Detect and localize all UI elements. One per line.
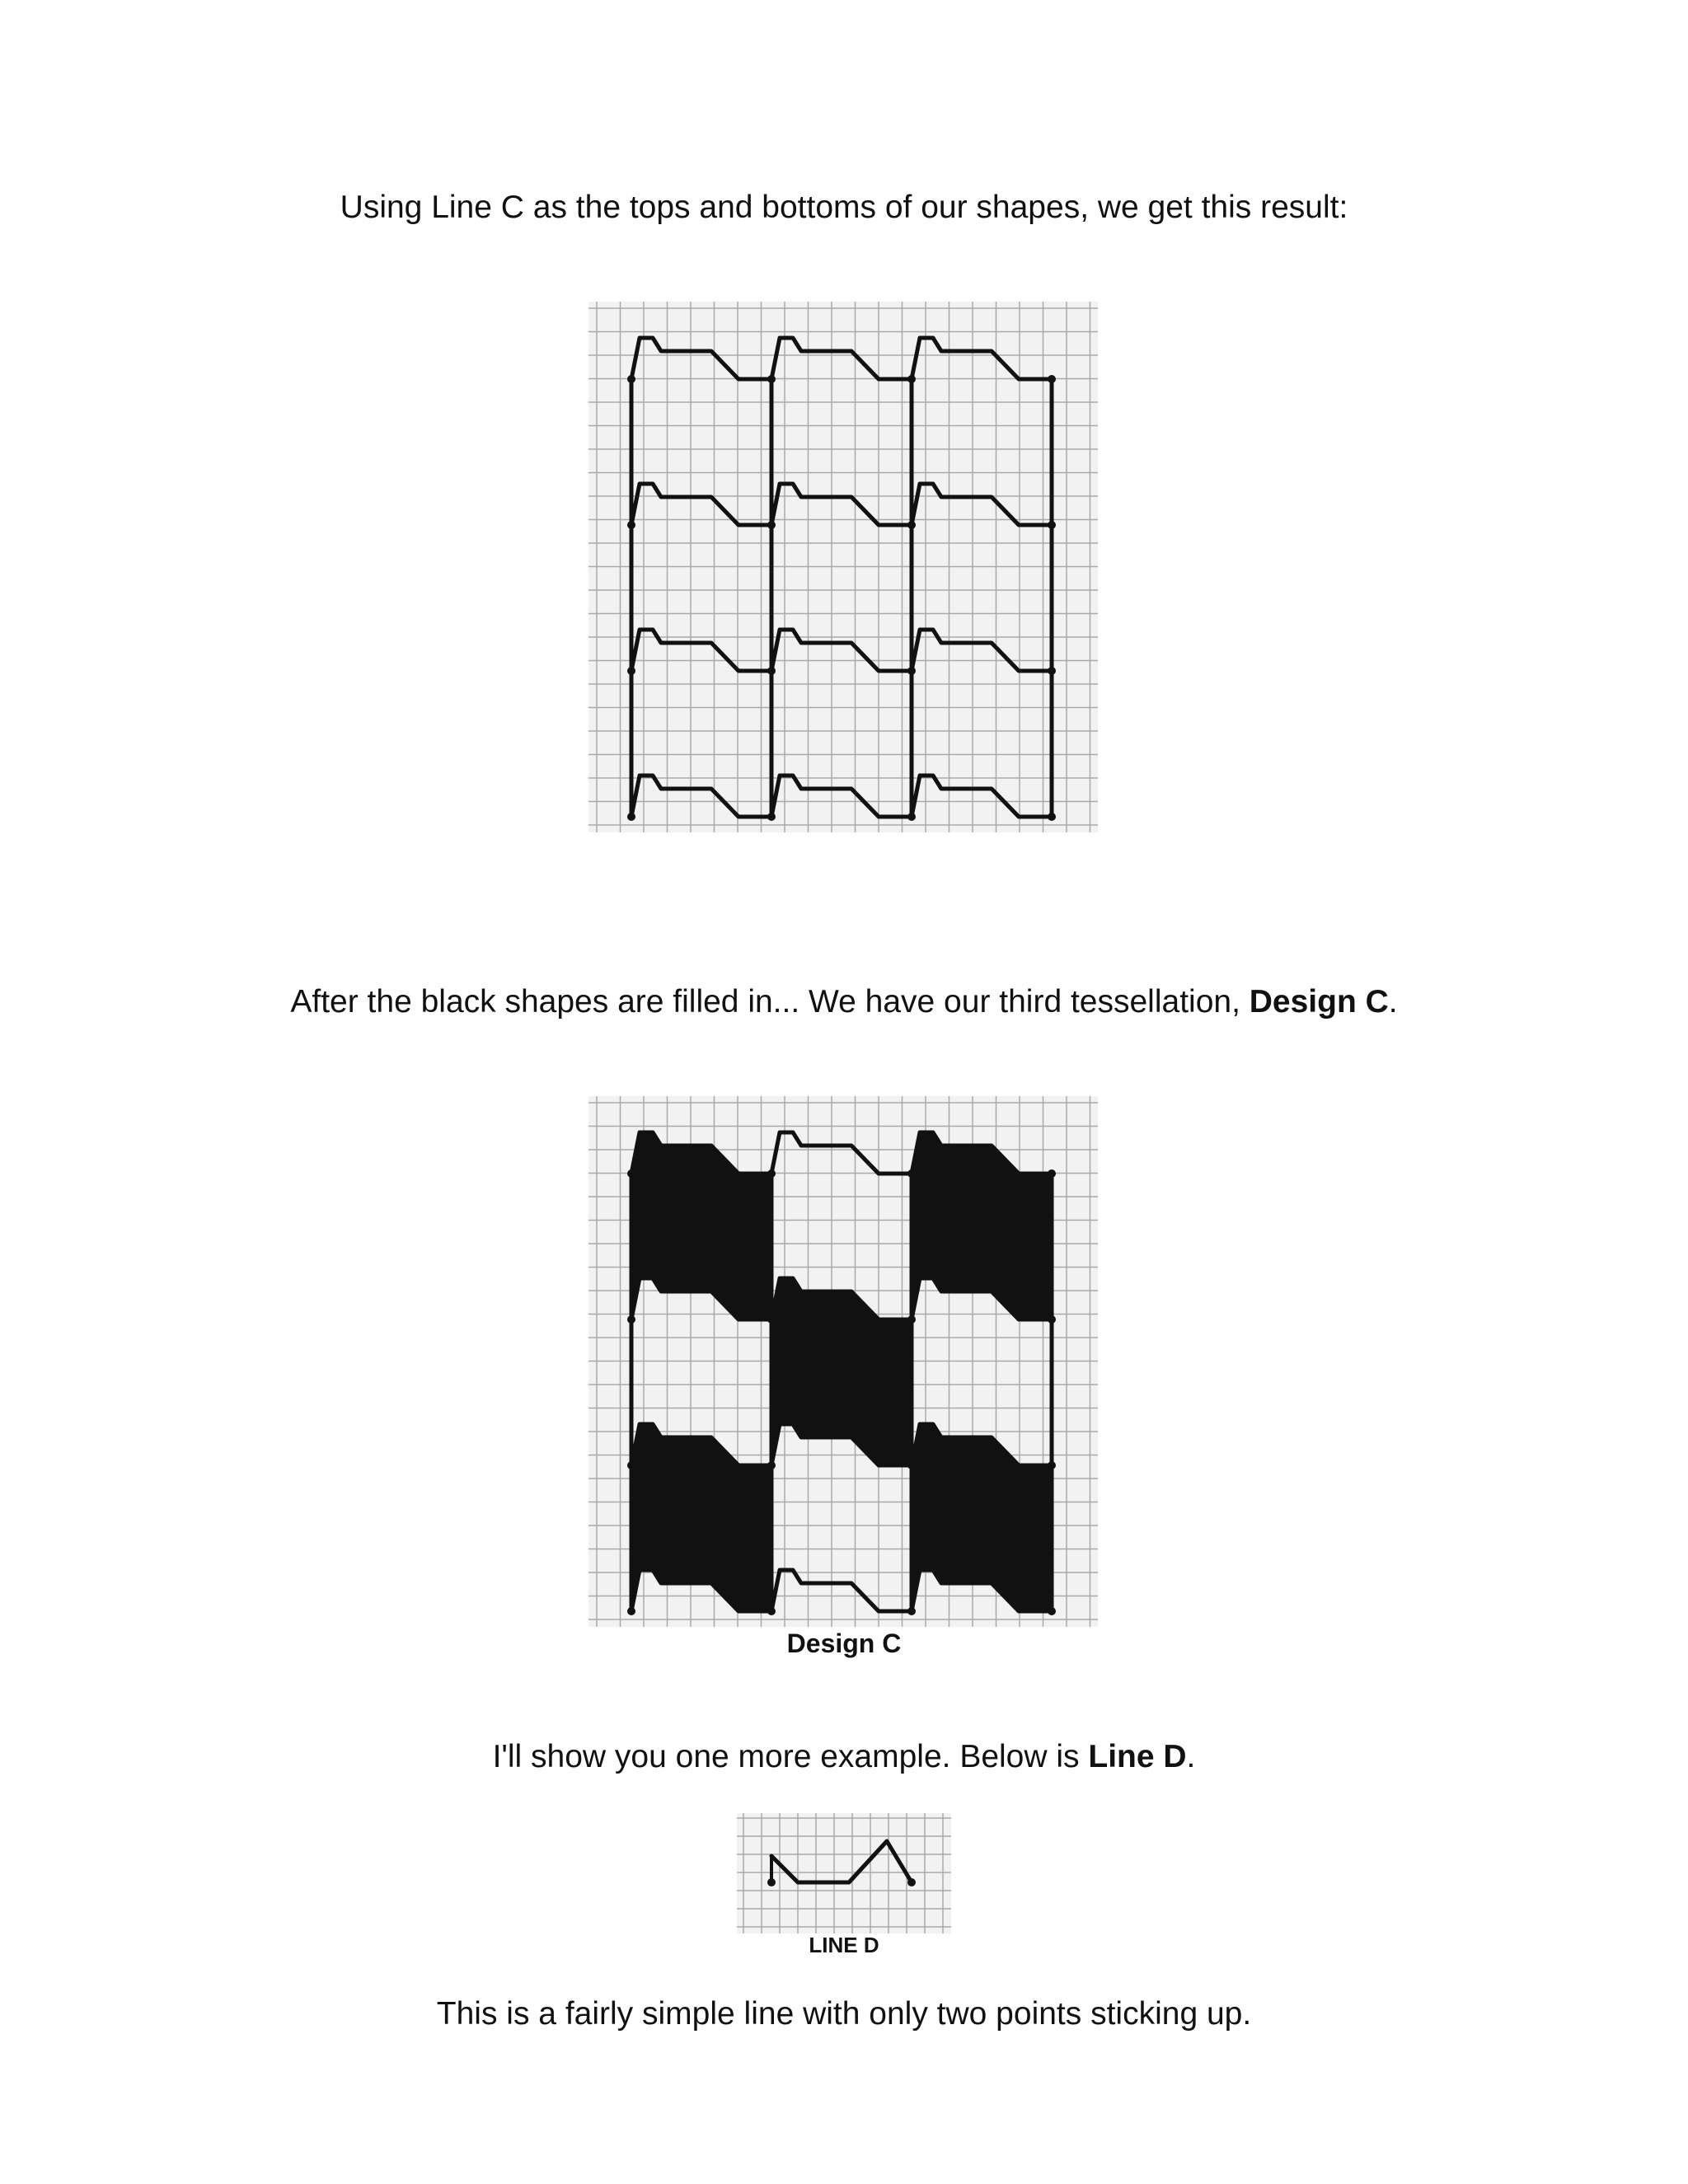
vertex-dot [767,1169,776,1178]
vertex-dot [767,375,776,383]
figure-line-d [737,1813,951,1933]
vertex-dot [907,1169,916,1178]
vertex-dot [627,1461,635,1469]
vertex-dot [1048,813,1056,821]
graph-paper-background [737,1813,951,1933]
vertex-dot [767,813,776,821]
vertex-dot [767,1607,776,1615]
line-d-endpoint-dot [907,1878,916,1886]
vertex-dot [767,521,776,529]
vertex-dot [767,1315,776,1324]
vertex-dot [1048,1607,1056,1615]
vertex-dot [627,813,635,821]
vertex-dot [627,521,635,529]
vertex-dot [1048,1169,1056,1178]
vertex-dot [627,667,635,675]
figure-design-c [588,1096,1098,1627]
paragraph-design-c-intro: After the black shapes are filled in... We have our third tessellation, Design C. [290,984,1398,1019]
vertex-dot [627,1169,635,1178]
vertex-dot [907,667,916,675]
vertex-dot [1048,375,1056,383]
vertex-dot [1048,667,1056,675]
vertex-dot [627,1315,635,1324]
vertex-dot [907,375,916,383]
vertex-dot [907,521,916,529]
vertex-dot [627,375,635,383]
line-d-endpoint-dot [767,1878,776,1886]
vertex-dot [1048,521,1056,529]
line-d-image [737,1813,951,1933]
paragraph-line-d-description: This is a fairly simple line with only two points sticking up. [436,1996,1252,2032]
figure-line-c-grid [588,302,1098,832]
vertex-dot [767,667,776,675]
vertex-dot [1048,1315,1056,1324]
vertex-dot [907,813,916,821]
line-c-tessellation-outline-image [588,302,1098,832]
design-c-caption: Design C [786,1629,902,1658]
vertex-dot [627,1607,635,1615]
paragraph-line-d-intro: I'll show you one more example. Below is Line D. [492,1739,1196,1774]
vertex-dot [907,1607,916,1615]
line-d-caption: LINE D [809,1933,879,1957]
vertex-dot [1048,1461,1056,1469]
vertex-dot [907,1461,916,1469]
paragraph-line-c-result: Using Line C as the tops and bottoms of our shapes, we get this result: [340,190,1348,225]
line-d-emphasis: Line D [1088,1739,1187,1774]
design-c-tessellation-image [588,1096,1098,1627]
vertex-dot [907,1315,916,1324]
vertex-dot [767,1461,776,1469]
design-c-emphasis: Design C [1249,984,1389,1019]
